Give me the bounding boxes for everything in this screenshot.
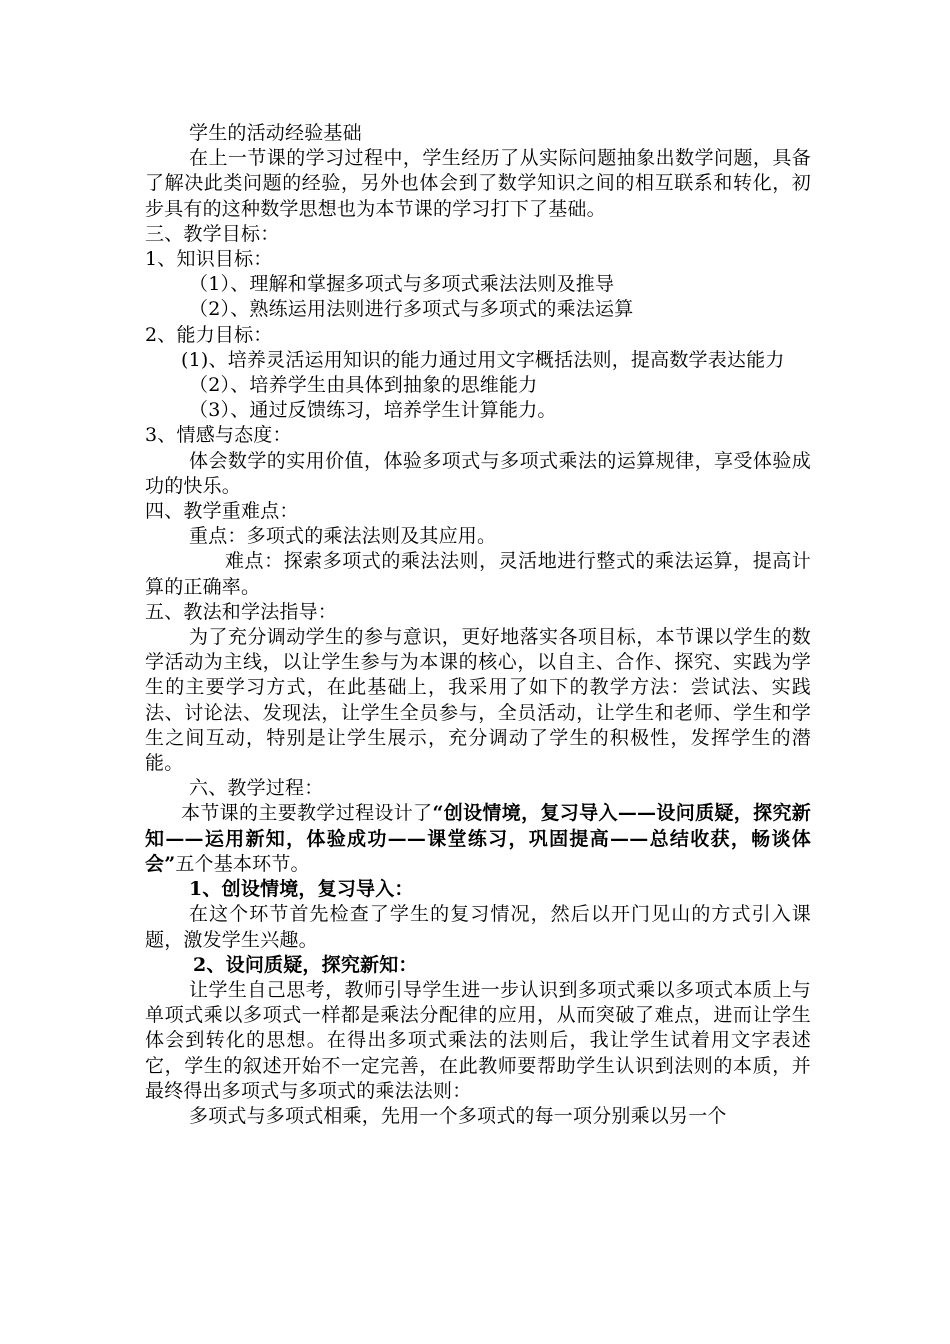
section-heading-objectives: 三、教学目标： bbox=[145, 222, 280, 245]
document-body bbox=[145, 121, 811, 1129]
paragraph-experience-heading: 学生的活动经验基础 bbox=[189, 122, 362, 144]
ability-item-1: (1)、培养灵活运用知识的能力通过用文字概括法则，提高数学表达能力 bbox=[181, 348, 785, 371]
section-heading-process: 六、教学过程： bbox=[189, 777, 324, 800]
step-heading-2 bbox=[145, 953, 811, 978]
methods-text: 为了充分调动学生的参与意识，更好地落实各项目标，本节课以学生的数学活动为主线，以让学生参与为本课的核心，以自主、合作、探究、实践为学生的主要学习方式，在此基础上，我采用了如下的教学方法：尝试法、实践法、讨论法、发现法，让学生全员参与，全员活动，让学生和老师、学生和学生之间互动，特别是让学生展示，充分调动了学生的积极性，发挥学生的潜能。 bbox=[145, 626, 811, 775]
section-heading-key-points: 四、教学重难点： bbox=[145, 500, 299, 523]
key-point: 重点：多项式的乘法法则及其应用。 bbox=[189, 525, 497, 548]
knowledge-item-1: （1）、理解和掌握多项式与多项式乘法法则及推导 bbox=[189, 273, 615, 296]
step-1-text: 在这个环节首先检查了学生的复习情况，然后以开门见山的方式引入课题，激发学生兴趣。 bbox=[145, 903, 811, 951]
ability-item-2: （2）、培养学生由具体到抽象的思维能力 bbox=[189, 374, 538, 397]
section-heading-methods: 五、教法和学法指导： bbox=[145, 600, 338, 623]
step-2-text: 让学生自己思考，教师引导学生进一步认识到多项式乘以多项式本质上与单项式乘以多项式一样都是乘法分配律的应用，从而突破了难点，进而让学生体会到转化的思想。在得出多项式乘法的法则后，我让学生试着用文字表述它，学生的叙述开始不一定完善，在此教师要帮助学生认识到法则的本质，并最终得出多项式与多项式的乘法法则： bbox=[145, 978, 811, 1102]
step-heading-2-text: 2、设问质疑，探究新知： bbox=[193, 953, 418, 976]
process-overview-lead: 本节课的主要教学过程设计了 bbox=[181, 802, 433, 825]
knowledge-item-2: （2）、熟练运用法则进行多项式与多项式的乘法运算 bbox=[189, 298, 634, 321]
rule-text: 多项式与多项式相乘，先用一个多项式的每一项分别乘以另一个 bbox=[189, 1104, 727, 1127]
process-overview-stages: “创设情境，复习导入——设问质疑，探究新知——运用新知，体验成功——课堂练习，巩固提高——总结收获，畅谈体会” bbox=[145, 802, 811, 875]
subheading-ability: 2、能力目标： bbox=[145, 323, 273, 346]
ability-item-3: （3）、通过反馈练习，培养学生计算能力。 bbox=[189, 399, 557, 422]
process-overview bbox=[145, 801, 811, 877]
step-heading-1 bbox=[145, 877, 811, 902]
paragraph-experience: 在上一节课的学习过程中，学生经历了从实际问题抽象出数学问题，具备了解决此类问题的经验，另外也体会到了数学知识之间的相互联系和转化，初步具有的这种数学思想也为本节课的学习打下了基础。 bbox=[145, 147, 811, 220]
subheading-attitude: 3、情感与态度： bbox=[145, 424, 292, 447]
process-overview-tail: 五个基本环节。 bbox=[175, 852, 310, 875]
subheading-knowledge: 1、知识目标： bbox=[145, 248, 273, 271]
step-heading-1-text: 1、创设情境，复习导入： bbox=[189, 878, 414, 901]
attitude-text: 体会数学的实用价值，体验多项式与多项式乘法的运算规律，享受体验成功的快乐。 bbox=[145, 449, 811, 497]
difficult-point: 难点：探索多项式的乘法法则，灵活地进行整式的乘法运算，提高计算的正确率。 bbox=[145, 550, 811, 598]
